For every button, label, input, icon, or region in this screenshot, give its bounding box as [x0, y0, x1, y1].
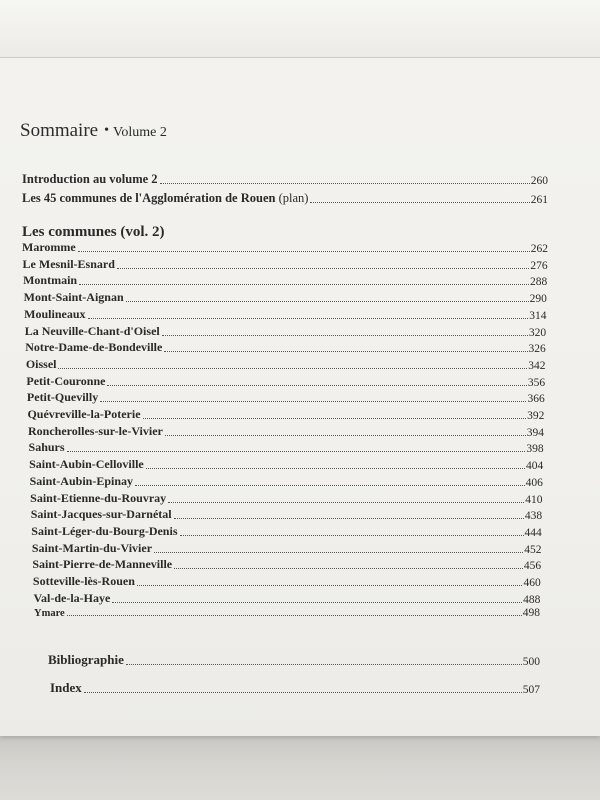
toc-entry-page: 452 [524, 543, 542, 556]
toc-entry [22, 172, 548, 187]
toc-entry-page: 406 [525, 476, 543, 489]
toc-entry-label: Saint-Aubin-Celloville [29, 457, 144, 472]
toc-entry [26, 357, 546, 372]
dot-leader [168, 501, 524, 503]
toc-entry-page: 356 [527, 376, 546, 389]
toc-entry-label: Bibliographie [48, 652, 124, 667]
toc-entry-label: Saint-Martin-du-Vivier [31, 540, 153, 555]
toc-entry-page: 456 [523, 560, 542, 573]
toc-entry-label: Saint-Etienne-du-Rouvray [30, 490, 167, 505]
dot-leader [67, 450, 526, 452]
dot-leader [58, 367, 527, 369]
dot-leader [160, 182, 530, 184]
toc-entry-label: Sahurs [28, 440, 65, 455]
toc-entry-page: 507 [522, 684, 540, 696]
dot-leader [180, 534, 524, 536]
dot-leader [154, 551, 523, 553]
dot-leader [126, 300, 529, 302]
toc-entry-page: 366 [527, 393, 545, 406]
dot-leader [112, 601, 522, 603]
toc-entry-label: Le Mesnil-Esnard [22, 256, 115, 271]
toc-entry [31, 524, 542, 539]
toc-entry [27, 407, 544, 422]
toc-entry-page: 438 [524, 510, 543, 523]
title-sommaire: Sommaire [20, 120, 99, 141]
toc-entry-label: Petit-Quevilly [26, 390, 99, 405]
toc-entry-page: 261 [530, 194, 548, 206]
page-edge [0, 736, 600, 800]
toc-entry-page: 342 [528, 359, 546, 372]
dot-leader [165, 434, 526, 436]
title-separator: • [104, 123, 110, 138]
toc-entry [29, 457, 543, 472]
dot-leader [174, 567, 523, 569]
toc-entry [24, 290, 547, 305]
toc-entry-page: 288 [530, 276, 548, 289]
toc-entry-label: La Neuville-Chant-d'Oisel [24, 323, 160, 338]
toc-entry [32, 557, 541, 572]
toc-entry [28, 424, 544, 439]
toc-entry-label: Ymare [34, 608, 65, 620]
dot-leader [143, 417, 527, 419]
toc-entry-label: Saint-Jacques-sur-Darnétal [30, 507, 172, 522]
dot-leader [126, 663, 522, 665]
dot-leader [162, 334, 528, 336]
toc-entry [25, 324, 546, 339]
toc-entry-label: Quévreville-la-Poterie [27, 407, 141, 421]
toc-entry-label: Val-de-la-Haye [33, 590, 111, 605]
toc-entry-page: 326 [528, 343, 546, 356]
dot-leader [107, 384, 526, 386]
toc-entry [23, 273, 547, 288]
toc-entry [22, 240, 548, 255]
dot-leader [135, 484, 525, 486]
dot-leader [78, 250, 530, 252]
dot-leader [67, 614, 522, 616]
toc-entry-page: 314 [529, 309, 547, 322]
toc-entry-page: 500 [522, 656, 540, 668]
dot-leader [164, 350, 527, 352]
toc-entry-label: Maromme [22, 240, 76, 254]
dot-leader [79, 283, 529, 285]
toc-entry-label: Moulineaux [24, 306, 86, 321]
toc-entry-page: 290 [529, 293, 547, 306]
toc-entry-label: Sotteville-lès-Rouen [32, 574, 135, 588]
toc-entry [24, 307, 546, 322]
toc-entry-page: 392 [527, 410, 545, 422]
toc-entry-label: Saint-Pierre-de-Manneville [32, 557, 173, 572]
page-title [20, 120, 167, 142]
toc-entry [50, 680, 540, 696]
toc-entry-page: 488 [523, 593, 541, 606]
toc-entry-label: Saint-Aubin-Epinay [29, 473, 134, 488]
toc-entry-label: Petit-Couronne [26, 373, 106, 388]
toc-entry-page: 276 [530, 259, 548, 272]
toc-entry-label: Oissel [25, 356, 57, 371]
toc-entry [25, 340, 546, 355]
toc-entry-page: 394 [526, 426, 544, 439]
toc-entry [29, 440, 544, 455]
toc-entry-label: Index [50, 680, 82, 695]
toc-entry [31, 507, 542, 522]
toc-entry-label: Notre-Dame-de-Bondeville [25, 340, 163, 355]
background-top [0, 0, 600, 58]
toc-entry-page: 498 [522, 607, 540, 620]
toc-entry-page: 260 [530, 175, 548, 187]
dot-leader [174, 517, 524, 519]
dot-leader [310, 201, 529, 203]
toc-entry-page: 262 [530, 243, 548, 255]
toc-entry-page: 404 [526, 460, 544, 473]
toc-entry-page: 410 [525, 493, 543, 506]
toc-entry [32, 541, 542, 556]
toc-entry [30, 491, 542, 506]
dot-leader [146, 467, 525, 469]
dot-leader [117, 267, 529, 269]
section-heading: Les communes (vol. 2) [22, 224, 165, 240]
toc-entry [34, 607, 540, 619]
toc-entry [27, 390, 545, 405]
toc-entry-label: Saint-Léger-du-Bourg-Denis [31, 523, 178, 538]
dot-leader [137, 584, 523, 586]
toc-entry-page: 444 [524, 526, 542, 539]
toc-entry [26, 374, 545, 389]
toc-entry-page: 460 [523, 577, 541, 589]
toc-entry-label: Montmain [23, 273, 78, 288]
toc-entry-page: 320 [528, 326, 547, 339]
toc-entry-label: Mont-Saint-Aignan [23, 290, 124, 305]
toc-entry-label: Roncherolles-sur-le-Vivier [28, 423, 163, 438]
toc-entry [22, 191, 548, 206]
book-page [0, 58, 600, 736]
toc-entry [33, 574, 541, 589]
dot-leader [88, 317, 529, 319]
dot-leader [100, 400, 526, 402]
toc-entry-note: (plan) [278, 191, 309, 205]
toc-entry-text: Les 45 communes de l'Agglomération de Rouen [22, 191, 276, 205]
toc-entry-label [22, 191, 308, 206]
toc-entry [23, 257, 548, 272]
toc-entry-label: Introduction au volume 2 [22, 172, 158, 186]
toc-entry [33, 591, 540, 606]
dot-leader [84, 691, 522, 693]
toc-entry [48, 652, 540, 668]
title-volume: Volume 2 [113, 125, 167, 140]
toc-entry-page: 398 [526, 443, 544, 456]
toc-entry [30, 474, 543, 489]
